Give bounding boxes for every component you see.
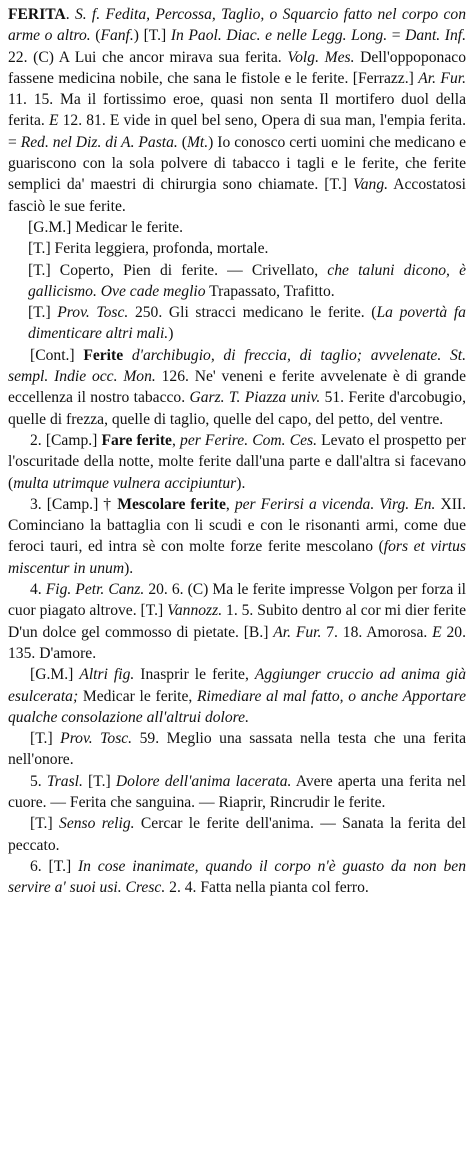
text-run: XII. Cominciano la battaglia con li scudi e con le risonanti armi, come due feroci tauri, ed intra sè con molte forze ferite mescolano ( (8, 495, 466, 556)
text-run: [T.] Coperto, Pien di ferite. — Crivellato, (28, 261, 328, 279)
sub-entry-proverb-250 (8, 302, 466, 345)
text-run: per Ferire. Com. Ces. (180, 431, 317, 449)
text-run: Rimediare al mal fatto, o anche Apportare qualche consolazione all'altrui dolore. (8, 687, 466, 726)
text-run: ) (168, 325, 174, 343)
text-run: = (387, 27, 406, 45)
text-run: 250. Gli stracci medicano le ferite. ( (128, 304, 377, 322)
text-run: 20. 135. D'amore. (8, 623, 466, 662)
text-run: Red. nel Diz. di A. Pasta. (20, 133, 178, 151)
text-run: Fare ferite (101, 431, 172, 449)
text-run: [G.M.] Medicar le ferite. (28, 218, 184, 236)
sub-entry-proverb-59 (8, 728, 466, 771)
text-run: 22. (C) A Lui che ancor mirava sua ferita. (8, 48, 288, 66)
sub-entry-coperto (8, 260, 466, 303)
text-run: 2. 4. Fatta nella pianta col ferro. (165, 879, 369, 897)
text-run: Vannozz. (167, 602, 223, 620)
text-run: Prov. Tosc. (57, 304, 129, 322)
sub-entry-medicar (8, 217, 466, 238)
text-run: In Paol. Diac. e nelle Legg. Long. (170, 27, 388, 45)
text-run: 126. Ne' veneni e ferite avvelenate è di grande eccellenza il nostro tabacco. (8, 368, 466, 407)
text-run: Dolore dell'anima lacerata. (115, 772, 292, 790)
text-run: Fig. Petr. Canz. (45, 581, 145, 599)
text-run: [Cont.] (30, 346, 84, 364)
text-run: Trasl. (46, 772, 83, 790)
text-run: E (48, 112, 59, 130)
text-run: Medicar le ferite, (78, 687, 198, 705)
text-run: 2. [Camp.] (30, 431, 102, 449)
text-run: per Ferirsi a vicenda. Virg. En. (234, 495, 436, 513)
text-run: FERITA (8, 6, 66, 23)
text-run: Trapassato, Trafitto. (205, 282, 335, 300)
sense-5-translated (8, 771, 466, 814)
text-run: Ar. Fur. (273, 623, 322, 641)
sense-4-figurative (8, 579, 466, 664)
text-run: Mt. (186, 133, 209, 151)
sub-entry-archibugio (8, 345, 466, 430)
text-run: In cose inanimate, quando il corpo n'è guasto da non ben servire a' suoi usi. Cresc. (8, 857, 466, 897)
entry-definition (8, 4, 466, 217)
text-run: Mescolare ferite (117, 495, 226, 513)
text-run: d'archibugio, di freccia, di taglio; avvelenate. St. sempl. Indie occ. Mon. (8, 346, 466, 386)
text-run: [T.] (30, 730, 61, 748)
text-run: 59. Meglio una sassata nella testa che una ferita nell'onore. (8, 730, 466, 769)
text-run: 5. (30, 772, 47, 790)
sense-2-fare-ferite (8, 430, 466, 494)
text-run: ) [T.] (133, 27, 171, 45)
text-run: ( (177, 133, 187, 151)
text-run: Fedita, Percossa, Taglio, o Squarcio fatto nel corpo con arme o altro. (8, 6, 466, 45)
text-run: ). (124, 559, 134, 577)
text-run: Fanf. (100, 27, 134, 45)
text-run: 20. 6. (C) Ma le ferite impresse Volgon per forza il cuor piagato altrove. [T.] (8, 581, 466, 620)
text-run: S. f. (74, 6, 101, 23)
text-run: La povertà fa dimenticare altri mali. (28, 304, 466, 343)
text-run: [T.] (30, 815, 60, 833)
text-run: 11. 15. Ma il fortissimo eroe, quasi non senta Il mortifero duol della ferita. (8, 91, 466, 130)
text-run: Cercar le ferite dell'anima. — Sanata la ferita del peccato. (8, 815, 466, 854)
text-run: Altri fig. (79, 666, 135, 684)
sub-entry-senso-relig (8, 813, 466, 856)
text-run: fors et virtus miscentur in unum (8, 538, 466, 577)
text-run: Ar. Fur. (418, 69, 466, 87)
text-run (123, 347, 132, 364)
text-run: 3. [Camp.] † (30, 495, 118, 513)
text-run: [G.M.] (30, 666, 80, 684)
text-run: [T.] (82, 772, 116, 790)
text-run: Accostatosi fasciò le sue ferite. (8, 176, 466, 215)
text-run: . (65, 6, 75, 23)
text-run: Prov. Tosc. (60, 730, 133, 748)
sense-3-mescolare-ferite (8, 494, 466, 579)
sub-entry-altri-fig (8, 664, 466, 728)
text-run: Dant. Inf. (405, 27, 466, 45)
text-run: Ferite (83, 346, 124, 364)
text-run: 1. 5. Subito dentro al cor mi dier ferite D'un dolce gel commosso di pietate. [B.] (8, 602, 466, 641)
text-run: Levato el prospetto per l'oscuritade della notte, molte ferite dall'una parte e dall'altra si facevano ( (8, 431, 467, 492)
text-run: Senso relig. (59, 815, 135, 833)
text-run: 7. 18. Amorosa. (321, 623, 433, 641)
sub-entry-leggiera (8, 238, 466, 259)
text-run: 51. Ferite d'arcobugio, quelle di frezza, quelle di taglio, quelle del capo, del petto, del ventre. (8, 389, 466, 428)
text-run: ) Io conosco certi uomini che medicano e guariscono con la sola polvere di tabacco i tagli e le ferite, che ferite semplici da' maestri di chirurgia sono chiamate. [T.] (8, 133, 466, 194)
text-run: 6. [T.] (30, 857, 78, 875)
text-run: Dell'oppoponaco fassene medicina nobile, che sana le fistole e le ferite. [Ferrazz.] (8, 48, 466, 87)
text-run: Volg. Mes. (287, 48, 355, 66)
text-run: Aggiunger cruccio ad anima già esulcerata; (8, 666, 466, 705)
text-run: Garz. T. Piazza univ. (189, 389, 321, 407)
text-run: 4. (30, 581, 46, 599)
text-run: ). (236, 474, 246, 492)
text-run: , (225, 495, 235, 513)
text-run: Inasprir le ferite, (134, 666, 255, 684)
text-run: Avere aperta una ferita nel cuore. — Ferita che sanguina. — Riaprir, Rincrudir le ferite. (8, 772, 467, 811)
text-run: ( (90, 27, 101, 45)
text-run: 12. 81. E vide in quel bel seno, Opera di sua man, l'empia ferita. = (8, 112, 466, 151)
sense-6-inanimate (8, 856, 466, 899)
text-run: [T.] Ferita leggiera, profonda, mortale. (28, 240, 269, 258)
text-run: multa utrimque vulnera accipiuntur (13, 474, 237, 492)
text-run: E (432, 623, 442, 641)
text-run: , (171, 431, 181, 449)
text-run: che taluni dicono, è gallicismo. Ove cade meglio (28, 261, 466, 300)
text-run: Vang. (352, 176, 389, 194)
text-run: [T.] (28, 304, 58, 322)
